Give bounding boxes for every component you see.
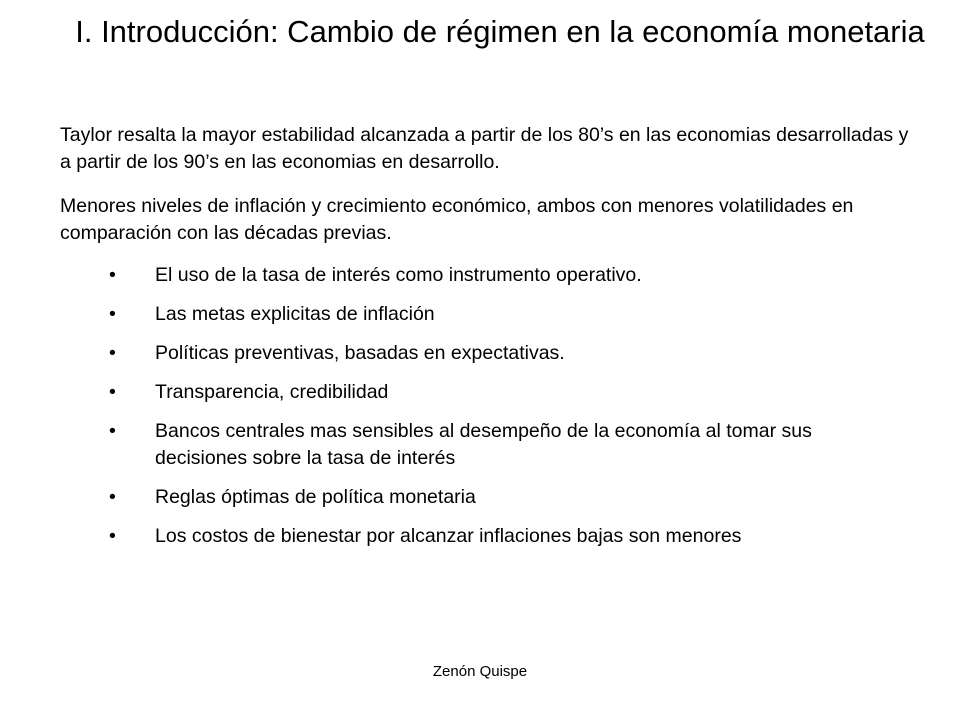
- bullet-icon: •: [109, 264, 116, 286]
- bullet-icon: •: [109, 525, 116, 547]
- bullet-text: Bancos centrales mas sensibles al desempeño de la economía al tomar sus decisiones sobre la tasa de interés: [155, 420, 812, 469]
- bullet-item: [0, 418, 875, 472]
- bullet-icon: •: [109, 381, 116, 403]
- bullet-item: [0, 484, 875, 511]
- bullet-text: Reglas óptimas de política monetaria: [155, 486, 476, 508]
- bullet-icon: •: [109, 486, 116, 508]
- bullet-list: [0, 262, 960, 562]
- bullet-item: [0, 340, 875, 367]
- bullet-text: Transparencia, credibilidad: [155, 381, 389, 403]
- bullet-text: Las metas explicitas de inflación: [155, 303, 435, 325]
- bullet-text: Políticas preventivas, basadas en expectativas.: [155, 342, 565, 364]
- slide-title: I. Introducción: Cambio de régimen en la economía monetaria: [75, 14, 925, 49]
- bullet-text: Los costos de bienestar por alcanzar inflaciones bajas son menores: [155, 525, 742, 547]
- footer-author: Zenón Quispe: [432, 663, 528, 680]
- bullet-icon: •: [109, 342, 116, 364]
- intro-paragraph: Taylor resalta la mayor estabilidad alcanzada a partir de los 80’s en las economias desarrolladas y a partir de los 90’s en las economias en desarrollo.: [60, 124, 909, 173]
- bullet-icon: •: [109, 303, 116, 325]
- bullet-item: [0, 379, 875, 406]
- bullet-item: [0, 523, 875, 550]
- bullet-text: El uso de la tasa de interés como instrumento operativo.: [155, 264, 642, 286]
- bullet-item: [0, 301, 875, 328]
- bullet-item: [0, 262, 875, 289]
- bullet-icon: •: [109, 420, 116, 442]
- context-paragraph: Menores niveles de inflación y crecimiento económico, ambos con menores volatilidades en comparación con las décadas previas.: [60, 195, 854, 244]
